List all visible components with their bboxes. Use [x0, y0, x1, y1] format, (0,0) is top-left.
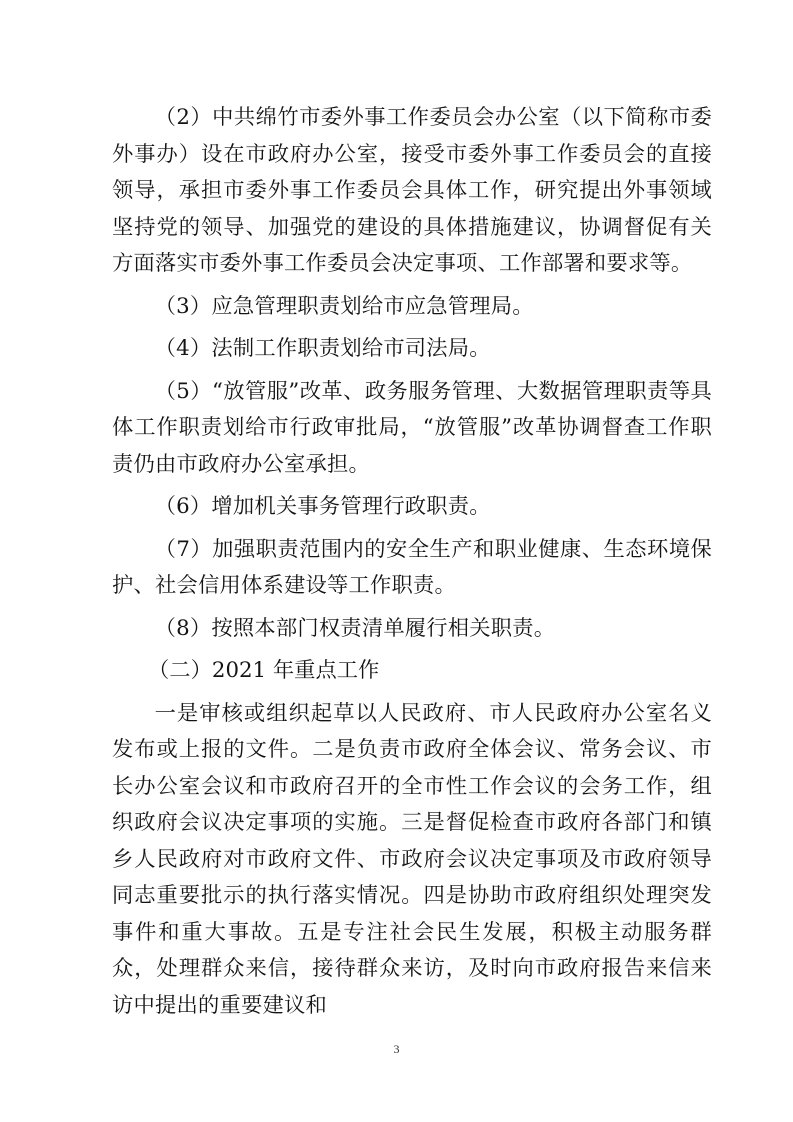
paragraph-item-3: （3）应急管理职责划给市应急管理局。 [154, 293, 534, 319]
paragraph-item-6: （6）增加机关事务管理行政职责。 [154, 494, 491, 519]
document-body [112, 100, 712, 1024]
paragraph-item-8: （8）按照本部门权责清单履行相关职责。 [154, 615, 556, 641]
work-paragraph: 一是审核或组织起草以人民政府、市人民政府办公室名义发布或上报的文件。二是负责市政府全体会议、常务会议、市长办公室会议和市政府召开的全市性工作会议的会务工作，组织政府会议决定事项的实施。三是督促检查市政府各部门和镇乡人民政府对市政府文件、市政府会议决定事项及市政府领导同志重要批示的执行落实情况。四是协助市政府组织处理突发事件和重大事故。五是专注社会民生发展，积极主动服务群众，处理群众来信，接待群众来访，及时向市政府报告来信来访中提出的重要建议和 [112, 700, 712, 1018]
paragraph-item-4: （4）法制工作职责划给市司法局。 [154, 336, 491, 361]
section-heading: （二）2021 年重点工作 [148, 658, 380, 683]
page-number: 3 [393, 1042, 400, 1056]
paragraph-item-7: （7）加强职责范围内的安全生产和职业健康、生态环境保护、社会信用体系建设等工作职责。 [112, 536, 712, 598]
paragraph-item-5: （5）“放管服”改革、政务服务管理、大数据管理职责等具体工作职责划给市行政审批局，“放管服”改革协调督查工作职责仍由市政府办公室承担。 [112, 378, 712, 477]
paragraph-item-2: （2）中共绵竹市委外事工作委员会办公室（以下简称市委外事办）设在市政府办公室，接受市委外事工作委员会的直接领导，承担市委外事工作委员会具体工作，研究提出外事领域坚持党的领导、加强党的建设的具体措施建议，协调督促有关方面落实市委外事工作委员会决定事项、工作部署和要求等。 [112, 105, 712, 276]
